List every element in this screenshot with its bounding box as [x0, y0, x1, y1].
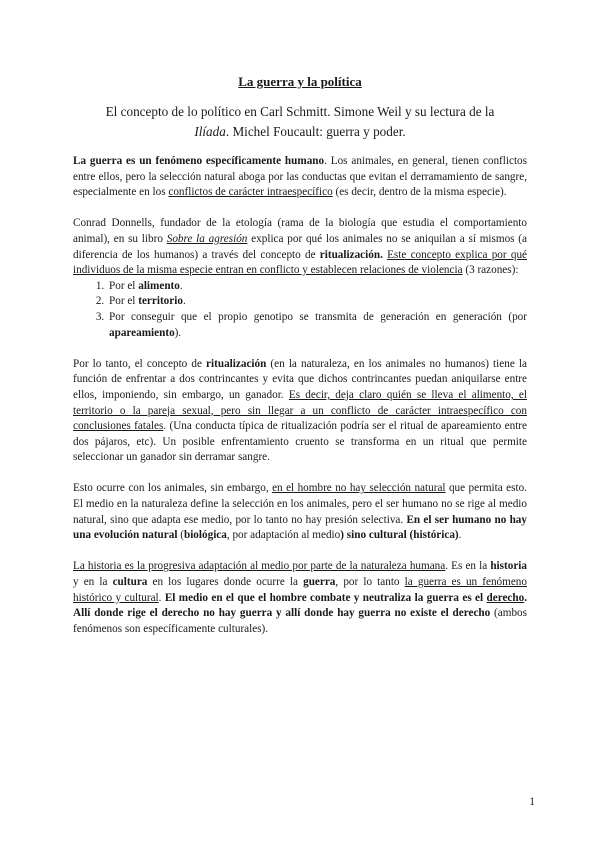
- list-item-text: Por conseguir que el propio genotipo se transmita de generación en generación (por: [109, 310, 527, 323]
- p5-bold-cultura: cultura: [112, 576, 148, 589]
- p5-text-2: y en la: [73, 576, 113, 589]
- p5-bold-derecho: derecho: [486, 591, 525, 604]
- p3-text-end: . (Una conducta típica de ritualización podría ser el ritual de apareamiento entre dos pájaros, etc). Un posible enfrentamiento cruento se transforma en un ritual que permite seleccionar un ganador sin derramar sangre.: [73, 420, 527, 464]
- list-item: [107, 310, 527, 341]
- p2-bold-dot: .: [380, 248, 388, 261]
- p1-text: . Los animales, en general, tienen conflictos entre ellos, pero la selección natural aboga por las conductas que evitan el derramamiento de sangre, especialmente en los: [73, 155, 527, 199]
- list-item: [107, 294, 527, 310]
- p2-text-end: (3 razones):: [462, 264, 519, 277]
- subtitle-italic: Ilíada: [194, 124, 226, 139]
- paragraph-1: [73, 154, 527, 201]
- p1-text-end: (es decir, dentro de la misma especie).: [332, 186, 507, 199]
- list-item-text: Por el: [109, 295, 139, 308]
- p5-text-4: , por lo tanto: [335, 576, 405, 589]
- p1-bold-lead: La guerra es un fenómeno específicamente humano: [73, 155, 325, 167]
- p2-text: Conrad Donnells, fundador de la etología (rama de la biología que estudia el comportamiento animal), en su libro: [73, 217, 527, 245]
- p5-text: . Es en la: [445, 560, 491, 573]
- p5-dot: .: [158, 591, 165, 604]
- p5-underlined-2: la guerra es un fenómeno histórico y cultural: [73, 576, 527, 604]
- p4-bold-2: biológica: [183, 529, 227, 542]
- p4-text-2: que permita esto. El medio en la naturaleza define la selección en los animales, pero el ser humano no se rige al medio natural, sino que adapta ese medio, por lo tanto no hay presión selectiva.: [73, 482, 527, 526]
- list-item-end: ).: [174, 326, 182, 339]
- p4-underlined: en el hombre no hay selección natural: [272, 482, 446, 495]
- p2-text-2: explica por qué los animales no se aniquilan a sí mismos (a diferencia de los humanos) a través del concepto de: [73, 232, 527, 261]
- list-item-bold: apareamiento: [109, 326, 175, 339]
- p3-text: Por lo tanto, el concepto de: [73, 357, 207, 370]
- list-item-text: Por el: [109, 279, 139, 292]
- p4-bold-1: En el ser humano no hay una evolución natural: [73, 513, 527, 542]
- p4-paren: (: [177, 529, 184, 542]
- document-body: [73, 154, 527, 653]
- book-title: Sobre la agresión: [166, 232, 248, 245]
- paragraph-2: [73, 216, 527, 278]
- paragraph-3: [73, 357, 527, 466]
- p5-bold-2: . Allí donde rige el derecho no hay guerra y allí donde hay guerra no existe el derecho: [73, 591, 527, 620]
- p5-underlined: La historia es la progresiva adaptación al medio por parte de la naturaleza humana: [73, 560, 446, 573]
- document-subtitle: [95, 102, 505, 142]
- p4-bold-3: ) sino cultural (histórica): [340, 529, 459, 542]
- p4-text: Esto ocurre con los animales, sin embargo,: [73, 482, 273, 495]
- p3-text-2: (en la naturaleza, en los animales no humanos) tiene la función de enfrentar a dos contrincantes y evita que dichos contrincantes puedan aniquilarse entre ellos, imponiendo, sin embargo, un ganador.: [73, 357, 527, 401]
- paragraph-4: [73, 481, 527, 543]
- p4-dot: .: [458, 529, 462, 542]
- list-item-bold: alimento: [138, 279, 180, 292]
- p5-bold-historia: historia: [490, 560, 527, 573]
- p2-underlined: Este concepto explica por qué individuos de la misma especie entran en conflicto y establecen relaciones de violencia: [73, 248, 528, 277]
- p5-text-3: en los lugares donde ocurre la: [147, 576, 304, 589]
- page-number: 1: [529, 796, 535, 808]
- p4-text-3: , por adaptación al medio: [226, 529, 341, 542]
- p5-bold-guerra: guerra: [303, 576, 336, 589]
- p3-bold-term: ritualización: [206, 357, 267, 370]
- p5-bold-1: El medio en el que el hombre combate y neutraliza la guerra es el: [164, 591, 487, 604]
- document-title: La guerra y la política: [238, 74, 362, 89]
- list-item: [107, 279, 527, 295]
- paragraph-5: [73, 559, 527, 637]
- p1-underlined: conflictos de carácter intraespecífico: [168, 186, 333, 199]
- list-item-bold: territorio: [138, 295, 183, 308]
- subtitle-text-2: . Michel Foucault: guerra y poder.: [225, 124, 406, 139]
- list-item-end: .: [182, 295, 186, 308]
- p3-underlined: Es decir, deja claro quién se lleva el alimento, el territorio o la pareja sexual, pero sin llegar a un conflicto de carácter intraespecífico con conclusiones fatales: [73, 388, 527, 433]
- subtitle-text-1: El concepto de lo político en Carl Schmitt. Simone Weil y su lectura de la: [105, 104, 495, 119]
- reasons-list: [73, 279, 527, 341]
- p2-bold-term: ritualización: [319, 248, 381, 261]
- list-item-end: .: [179, 279, 183, 292]
- p5-text-end: (ambos fenómenos son específicamente culturales).: [73, 607, 527, 635]
